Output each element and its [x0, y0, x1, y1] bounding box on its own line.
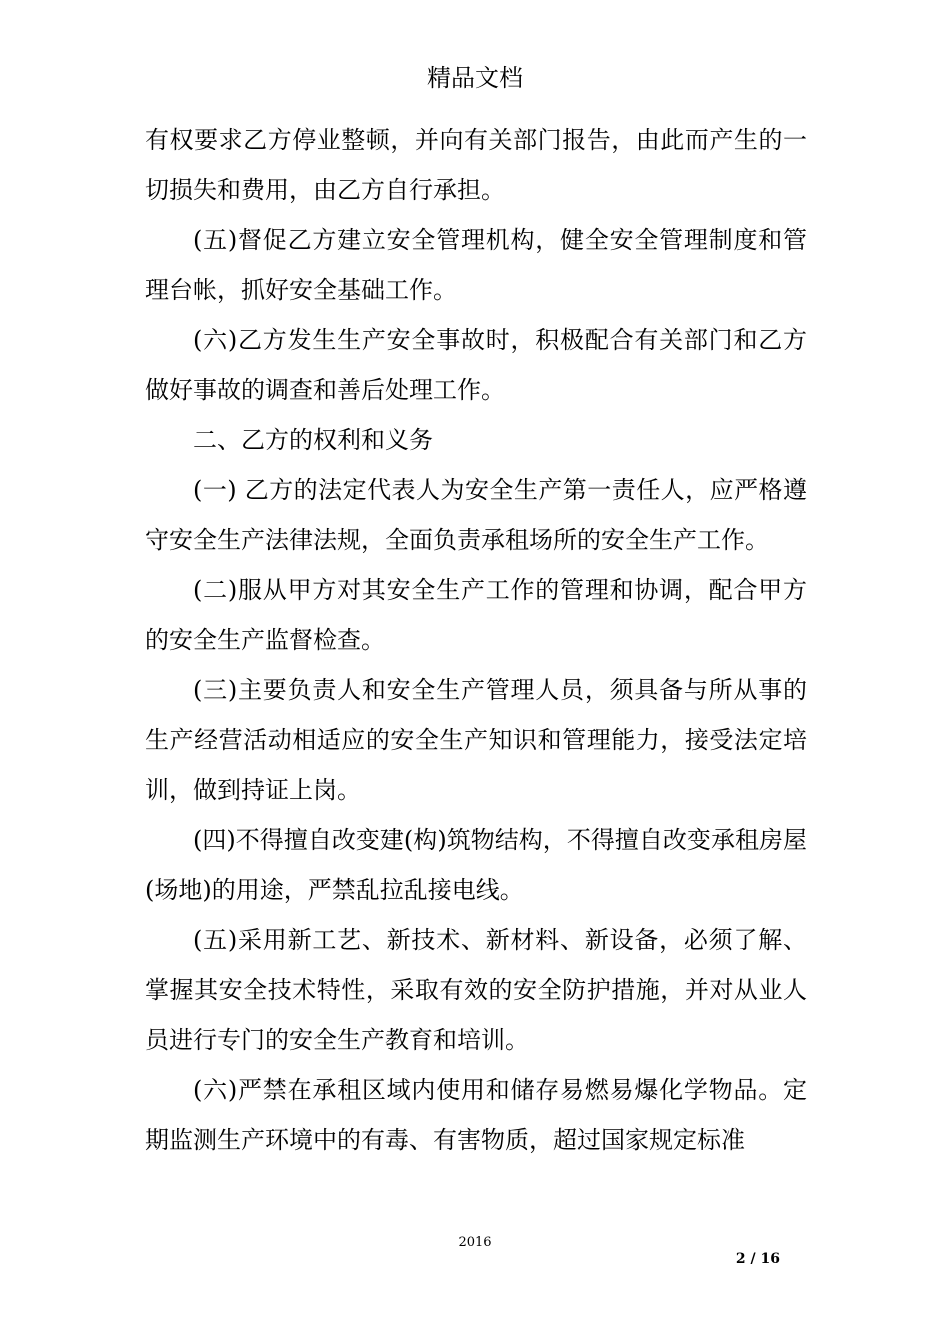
- page-header-title: 精品文档: [427, 64, 523, 92]
- paragraph-6: (三)主要负责人和安全生产管理人员，须具备与所从事的生产经营活动相适应的安全生产知识和管理能力，接受法定培训，做到持证上岗。: [145, 676, 807, 804]
- document-body: [145, 115, 807, 1165]
- footer-year: 2016: [458, 1235, 492, 1250]
- paragraph-9: (六)严禁在承租区域内使用和储存易燃易爆化学物品。定期监测生产环境中的有毒、有害物质，超过国家规定标准: [145, 1076, 807, 1154]
- paragraph-8: (五)采用新工艺、新技术、新材料、新设备，必须了解、掌握其安全技术特性，采取有效的安全防护措施，并对从业人员进行专门的安全生产教育和培训。: [145, 926, 807, 1054]
- paragraph-2: (六)乙方发生生产安全事故时，积极配合有关部门和乙方做好事故的调查和善后处理工作。: [145, 326, 807, 404]
- paragraph-1: (五)督促乙方建立安全管理机构，健全安全管理制度和管理台帐，抓好安全基础工作。: [145, 226, 807, 304]
- paragraph-4: (一) 乙方的法定代表人为安全生产第一责任人，应严格遵守安全生产法律法规，全面负责承租场所的安全生产工作。: [145, 476, 807, 554]
- paragraph-0: 有权要求乙方停业整顿，并向有关部门报告，由此而产生的一切损失和费用，由乙方自行承担。: [145, 126, 807, 204]
- page-number: 2 / 16: [735, 1251, 780, 1267]
- paragraph-7: (四)不得擅自改变建(构)筑物结构，不得擅自改变承租房屋(场地)的用途，严禁乱拉乱接电线。: [145, 826, 807, 904]
- section-heading: 二、乙方的权利和义务: [193, 426, 433, 454]
- paragraph-5: (二)服从甲方对其安全生产工作的管理和协调，配合甲方的安全生产监督检查。: [145, 576, 807, 654]
